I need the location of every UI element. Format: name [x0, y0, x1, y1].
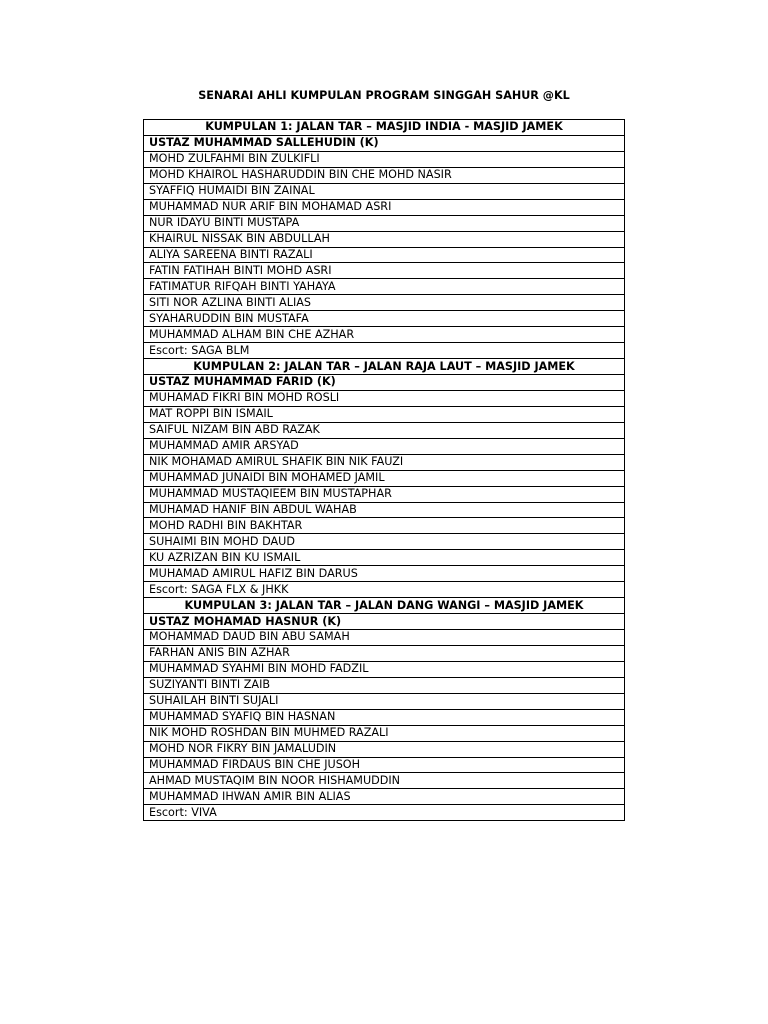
- member-name-row: [144, 167, 625, 183]
- member-name: FATIN FATIHAH BINTI MOHD ASRI: [144, 263, 625, 279]
- group-title-row: [144, 359, 625, 375]
- member-name: NIK MOHD ROSHDAN BIN MUHMED RAZALI: [144, 725, 625, 741]
- member-name-row: [144, 741, 625, 757]
- member-name: MUHAMMAD IHWAN AMIR BIN ALIAS: [144, 789, 625, 805]
- member-name-row: [144, 645, 625, 661]
- member-name: SYAHARUDDIN BIN MUSTAFA: [144, 311, 625, 327]
- member-name-row: [144, 550, 625, 566]
- escort-info: Escort: SAGA FLX & JHKK: [144, 582, 625, 598]
- group-title: KUMPULAN 2: JALAN TAR – JALAN RAJA LAUT – MASJID JAMEK: [144, 359, 625, 375]
- member-name-row: [144, 566, 625, 582]
- member-name-row: [144, 422, 625, 438]
- member-name-row: [144, 693, 625, 709]
- member-name-row: [144, 630, 625, 646]
- group-title: KUMPULAN 1: JALAN TAR – MASJID INDIA - MASJID JAMEK: [144, 120, 625, 136]
- member-name-row: [144, 773, 625, 789]
- member-name: NIK MOHAMAD AMIRUL SHAFIK BIN NIK FAUZI: [144, 454, 625, 470]
- member-name: NUR IDAYU BINTI MUSTAPA: [144, 215, 625, 231]
- member-name: SITI NOR AZLINA BINTI ALIAS: [144, 295, 625, 311]
- group-title-row: [144, 120, 625, 136]
- member-name: MUHAMAD AMIRUL HAFIZ BIN DARUS: [144, 566, 625, 582]
- member-name-row: [144, 199, 625, 215]
- member-name: MOHAMMAD DAUD BIN ABU SAMAH: [144, 630, 625, 646]
- member-name: MUHAMMAD NUR ARIF BIN MOHAMAD ASRI: [144, 199, 625, 215]
- member-name-row: [144, 470, 625, 486]
- member-name: MUHAMMAD JUNAIDI BIN MOHAMED JAMIL: [144, 470, 625, 486]
- member-name-row: [144, 215, 625, 231]
- member-name-row: [144, 518, 625, 534]
- member-name-row: [144, 502, 625, 518]
- member-name-row: [144, 677, 625, 693]
- member-name: MUHAMMAD FIRDAUS BIN CHE JUSOH: [144, 757, 625, 773]
- member-name-row: [144, 661, 625, 677]
- member-name: KU AZRIZAN BIN KU ISMAIL: [144, 550, 625, 566]
- member-name: SUHAILAH BINTI SUJALI: [144, 693, 625, 709]
- member-name-row: [144, 390, 625, 406]
- member-name-row: [144, 311, 625, 327]
- roster-body: [144, 120, 625, 821]
- group-leader: USTAZ MUHAMMAD FARID (K): [144, 375, 625, 391]
- group-title: KUMPULAN 3: JALAN TAR – JALAN DANG WANGI – MASJID JAMEK: [144, 598, 625, 614]
- group-title-row: [144, 598, 625, 614]
- member-name: MAT ROPPI BIN ISMAIL: [144, 406, 625, 422]
- escort-info: Escort: SAGA BLM: [144, 343, 625, 359]
- member-name-row: [144, 757, 625, 773]
- member-name: MUHAMMAD SYAHMI BIN MOHD FADZIL: [144, 661, 625, 677]
- member-name: MOHD RADHI BIN BAKHTAR: [144, 518, 625, 534]
- member-name-row: [144, 295, 625, 311]
- member-name-row: [144, 725, 625, 741]
- member-name: SAIFUL NIZAM BIN ABD RAZAK: [144, 422, 625, 438]
- group-leader-row: [144, 614, 625, 630]
- member-name-row: [144, 263, 625, 279]
- member-name-row: [144, 247, 625, 263]
- escort-info-row: [144, 343, 625, 359]
- member-name-row: [144, 279, 625, 295]
- member-name: FARHAN ANIS BIN AZHAR: [144, 645, 625, 661]
- member-name: MUHAMMAD SYAFIQ BIN HASNAN: [144, 709, 625, 725]
- member-name-row: [144, 486, 625, 502]
- member-name-row: [144, 438, 625, 454]
- member-name: KHAIRUL NISSAK BIN ABDULLAH: [144, 231, 625, 247]
- member-name-row: [144, 327, 625, 343]
- member-name: MUHAMMAD ALHAM BIN CHE AZHAR: [144, 327, 625, 343]
- page-title: SENARAI AHLI KUMPULAN PROGRAM SINGGAH SAHUR @KL: [198, 89, 570, 102]
- member-name: MUHAMMAD MUSTAQIEEM BIN MUSTAPHAR: [144, 486, 625, 502]
- group-leader-row: [144, 375, 625, 391]
- member-name: SYAFFIQ HUMAIDI BIN ZAINAL: [144, 183, 625, 199]
- group-roster-table: [143, 119, 625, 821]
- member-name-row: [144, 231, 625, 247]
- member-name: MOHD ZULFAHMI BIN ZULKIFLI: [144, 151, 625, 167]
- escort-info-row: [144, 805, 625, 821]
- member-name-row: [144, 454, 625, 470]
- group-leader: USTAZ MUHAMMAD SALLEHUDIN (K): [144, 135, 625, 151]
- member-name-row: [144, 709, 625, 725]
- member-name: SUZIYANTI BINTI ZAIB: [144, 677, 625, 693]
- member-name: MOHD NOR FIKRY BIN JAMALUDIN: [144, 741, 625, 757]
- member-name: MOHD KHAIROL HASHARUDDIN BIN CHE MOHD NASIR: [144, 167, 625, 183]
- member-name: FATIMATUR RIFQAH BINTI YAHAYA: [144, 279, 625, 295]
- member-name-row: [144, 534, 625, 550]
- member-name-row: [144, 406, 625, 422]
- group-leader: USTAZ MOHAMAD HASNUR (K): [144, 614, 625, 630]
- member-name-row: [144, 183, 625, 199]
- member-name: SUHAIMI BIN MOHD DAUD: [144, 534, 625, 550]
- member-name: MUHAMAD FIKRI BIN MOHD ROSLI: [144, 390, 625, 406]
- escort-info: Escort: VIVA: [144, 805, 625, 821]
- member-name-row: [144, 789, 625, 805]
- group-leader-row: [144, 135, 625, 151]
- member-name: MUHAMMAD AMIR ARSYAD: [144, 438, 625, 454]
- member-name: AHMAD MUSTAQIM BIN NOOR HISHAMUDDIN: [144, 773, 625, 789]
- member-name: ALIYA SAREENA BINTI RAZALI: [144, 247, 625, 263]
- member-name-row: [144, 151, 625, 167]
- escort-info-row: [144, 582, 625, 598]
- member-name: MUHAMAD HANIF BIN ABDUL WAHAB: [144, 502, 625, 518]
